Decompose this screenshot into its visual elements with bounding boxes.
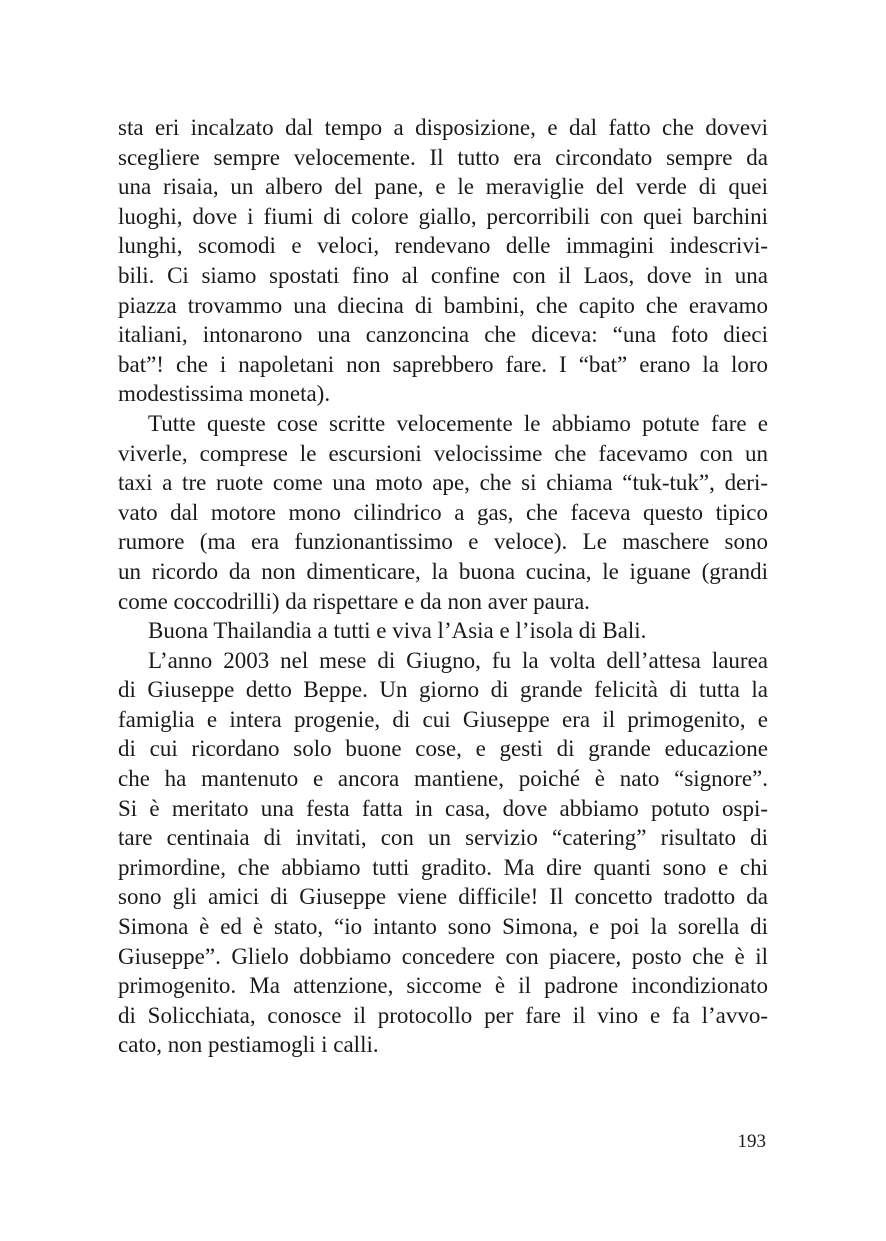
text-line: una risaia, un albero del pane, e le meraviglie del verde di quei	[118, 174, 768, 200]
text-line: scegliere sempre velocemente. Il tutto era circondato sempre da	[118, 144, 768, 170]
text-line: tare centinaia di invitati, con un servizio “catering” risultato di	[118, 825, 768, 851]
text-line: Si è meritato una festa fatta in casa, dove abbiamo potuto ospi-	[118, 795, 768, 821]
text-line: Simona è ed è stato, “io intanto sono Simona, e poi la sorella di	[118, 914, 768, 940]
text-line: modestissima moneta).	[118, 381, 331, 407]
text-line: Tutte queste cose scritte velocemente le abbiamo potute fare e	[148, 410, 768, 436]
text-line: Buona Thailandia a tutti e viva l’Asia e l’isola di Bali.	[148, 618, 647, 644]
text-line: bili. Ci siamo spostati fino al confine con il Laos, dove in una	[118, 262, 768, 288]
text-line: bat”! che i napoletani non saprebbero fare. I “bat” erano la loro	[118, 351, 768, 377]
text-line: italiani, intonarono una canzoncina che diceva: “una foto dieci	[118, 322, 768, 348]
page-number: 193	[737, 1131, 766, 1152]
text-line: sta eri incalzato dal tempo a disposizione, e dal fatto che dovevi	[118, 115, 768, 140]
text-line: di Solicchiata, conosce il protocollo per fare il vino e fa l’avvo-	[118, 1002, 768, 1028]
text-line: un ricordo da non dimenticare, la buona cucina, le iguane (grandi	[118, 558, 768, 584]
text-line: luoghi, dove i fiumi di colore giallo, percorribili con quei barchini	[118, 203, 768, 229]
text-line: vato dal motore mono cilindrico a gas, che faceva questo tipico	[118, 499, 768, 525]
text-line: famiglia e intera progenie, di cui Giuseppe era il primogenito, e	[118, 706, 768, 732]
text-line: rumore (ma era funzionantissimo e veloce). Le maschere sono	[118, 529, 768, 555]
text-line: lunghi, scomodi e veloci, rendevano delle immagini indescrivi-	[118, 233, 768, 259]
text-line: che ha mantenuto e ancora mantiene, poiché è nato “signore”.	[118, 766, 768, 792]
text-line: Giuseppe”. Glielo dobbiamo concedere con piacere, posto che è il	[118, 943, 768, 969]
paragraph	[118, 409, 768, 616]
paragraph	[118, 646, 768, 1060]
text-line: piazza trovammo una diecina di bambini, che capito che eravamo	[118, 292, 768, 318]
paragraph	[118, 616, 768, 646]
text-line: di Giuseppe detto Beppe. Un giorno di grande felicità di tutta la	[118, 677, 768, 703]
text-line: di cui ricordano solo buone cose, e gesti di grande educazione	[118, 736, 768, 762]
text-line: L’anno 2003 nel mese di Giugno, fu la volta dell’attesa laurea	[148, 647, 768, 673]
text-line: sono gli amici di Giuseppe viene difficile! Il concetto tradotto da	[118, 884, 768, 910]
body-text	[118, 113, 768, 1060]
text-line: cato, non pestiamogli i calli.	[118, 1032, 379, 1058]
text-line: viverle, comprese le escursioni velocissime che facevamo con un	[118, 440, 768, 466]
text-line: primogenito. Ma attenzione, siccome è il padrone incondizionato	[118, 973, 768, 999]
paragraph	[118, 113, 768, 409]
text-line: come coccodrilli) da rispettare e da non aver paura.	[118, 588, 590, 614]
text-line: primordine, che abbiamo tutti gradito. Ma dire quanti sono e chi	[118, 854, 768, 880]
text-line: taxi a tre ruote come una moto ape, che si chiama “tuk-tuk”, deri-	[118, 470, 768, 496]
